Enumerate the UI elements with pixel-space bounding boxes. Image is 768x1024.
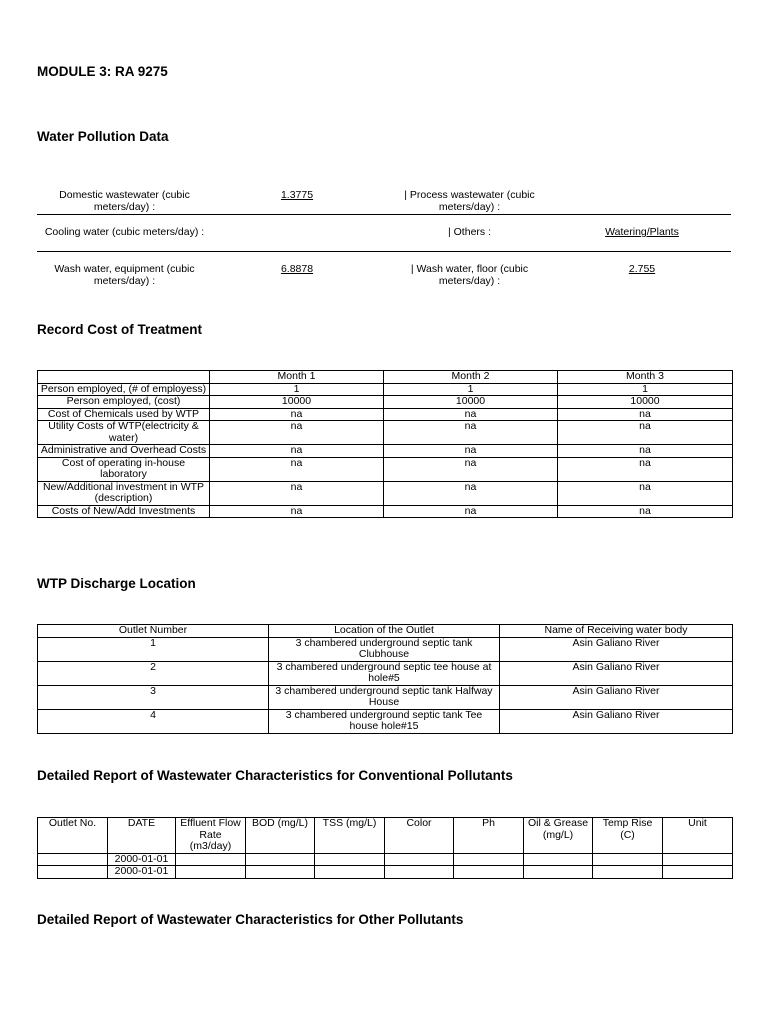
table-row (38, 383, 733, 396)
table-cell (524, 866, 593, 879)
column-header: Month 1 (210, 371, 384, 384)
domestic-wastewater-value: 1.3775 (280, 189, 314, 201)
table-cell: na (558, 481, 733, 505)
column-header: Name of Receiving water body (500, 625, 733, 638)
table-cell: na (210, 445, 384, 458)
column-header: Outlet No. (38, 818, 108, 854)
table-header-row (38, 371, 733, 384)
table-cell: 1 (384, 383, 558, 396)
table-cell: na (558, 505, 733, 518)
table-cell: na (558, 408, 733, 421)
table-row (38, 421, 733, 445)
outlet-location: 3 chambered underground septic tee house at hole#5 (269, 661, 500, 685)
table-cell: 10000 (384, 396, 558, 409)
table-cell (176, 853, 246, 866)
row-label: Cost of operating in-house laboratory (38, 457, 210, 481)
column-header: Month 2 (384, 371, 558, 384)
table-cell: na (384, 421, 558, 445)
receiving-water-body: Asin Galiano River (500, 637, 733, 661)
wash-water-floor-label: | Wash water, floor (cubic meters/day) : (410, 263, 529, 287)
table-cell: na (384, 505, 558, 518)
column-header: DATE (108, 818, 176, 854)
table-row (38, 709, 733, 733)
table-cell (454, 866, 524, 879)
table-row (38, 637, 733, 661)
table-row (38, 661, 733, 685)
other-pollutants-heading: Detailed Report of Wastewater Characteristics for Other Pollutants (37, 912, 464, 927)
column-header: Outlet Number (38, 625, 269, 638)
table-cell (38, 866, 108, 879)
table-cell: 1 (558, 383, 733, 396)
table-cell: na (384, 481, 558, 505)
divider (37, 214, 731, 215)
conventional-pollutants-table (37, 817, 733, 879)
column-header: BOD (mg/L) (246, 818, 315, 854)
table-header-row (38, 818, 733, 854)
table-row (38, 445, 733, 458)
table-cell (246, 866, 315, 879)
discharge-heading: WTP Discharge Location (37, 576, 196, 591)
conventional-pollutants-heading: Detailed Report of Wastewater Characteristics for Conventional Pollutants (37, 768, 513, 783)
table-cell: na (558, 445, 733, 458)
table-cell: na (384, 408, 558, 421)
table-cell (246, 853, 315, 866)
column-header (38, 371, 210, 384)
row-label: Person employed, (cost) (38, 396, 210, 409)
outlet-number: 2 (38, 661, 269, 685)
outlet-number: 4 (38, 709, 269, 733)
table-cell (593, 853, 663, 866)
receiving-water-body: Asin Galiano River (500, 709, 733, 733)
wash-water-equipment-value: 6.8878 (280, 263, 314, 275)
table-cell: na (210, 481, 384, 505)
column-header: Oil & Grease (mg/L) (524, 818, 593, 854)
outlet-location: 3 chambered underground septic tank Halfway House (269, 685, 500, 709)
table-header-row (38, 625, 733, 638)
table-row (38, 853, 733, 866)
outlet-location: 3 chambered underground septic tank Tee house hole#15 (269, 709, 500, 733)
row-label: New/Additional investment in WTP (description) (38, 481, 210, 505)
table-cell (663, 853, 733, 866)
wash-water-equipment-label: Wash water, equipment (cubic meters/day) : (54, 263, 195, 287)
column-header: Effluent Flow Rate (m3/day) (176, 818, 246, 854)
table-cell (315, 853, 385, 866)
table-cell: na (210, 421, 384, 445)
column-header: Ph (454, 818, 524, 854)
receiving-water-body: Asin Galiano River (500, 685, 733, 709)
row-label: Person employed, (# of employess) (38, 383, 210, 396)
outlet-number: 1 (38, 637, 269, 661)
table-row (38, 685, 733, 709)
column-header: Location of the Outlet (269, 625, 500, 638)
column-header: TSS (mg/L) (315, 818, 385, 854)
water-pollution-section (37, 189, 731, 289)
discharge-table (37, 624, 733, 734)
cooling-water-label: Cooling water (cubic meters/day) : (44, 226, 205, 238)
cost-treatment-table (37, 370, 733, 518)
outlet-location: 3 chambered underground septic tank Clubhouse (269, 637, 500, 661)
table-cell: 10000 (210, 396, 384, 409)
row-label: Costs of New/Add Investments (38, 505, 210, 518)
water-pollution-heading: Water Pollution Data (37, 129, 169, 144)
divider (37, 251, 731, 252)
table-cell (315, 866, 385, 879)
outlet-number: 3 (38, 685, 269, 709)
table-cell: na (384, 445, 558, 458)
table-cell (176, 866, 246, 879)
table-cell: na (210, 457, 384, 481)
receiving-water-body: Asin Galiano River (500, 661, 733, 685)
table-cell (663, 866, 733, 879)
table-cell: na (558, 421, 733, 445)
row-label: Utility Costs of WTP(electricity & water) (38, 421, 210, 445)
domestic-wastewater-label: Domestic wastewater (cubic meters/day) : (59, 189, 190, 213)
wash-water-floor-value: 2.755 (628, 263, 656, 275)
date-cell: 2000-01-01 (108, 866, 176, 879)
column-header: Unit (663, 818, 733, 854)
column-header: Temp Rise (C) (593, 818, 663, 854)
table-row (38, 505, 733, 518)
table-row (38, 396, 733, 409)
table-cell (385, 853, 454, 866)
date-cell: 2000-01-01 (108, 853, 176, 866)
table-cell (593, 866, 663, 879)
row-label: Administrative and Overhead Costs (38, 445, 210, 458)
table-cell (38, 853, 108, 866)
table-row (38, 408, 733, 421)
module-title: MODULE 3: RA 9275 (37, 64, 168, 79)
cost-treatment-heading: Record Cost of Treatment (37, 322, 203, 337)
others-value: Watering/Plants (605, 226, 679, 238)
others-label: | Others : (448, 226, 491, 238)
column-header: Month 3 (558, 371, 733, 384)
table-cell: 1 (210, 383, 384, 396)
table-cell: na (558, 457, 733, 481)
column-header: Color (385, 818, 454, 854)
table-cell (524, 853, 593, 866)
table-cell: na (384, 457, 558, 481)
table-cell (385, 866, 454, 879)
table-cell: na (210, 408, 384, 421)
row-label: Cost of Chemicals used by WTP (38, 408, 210, 421)
table-cell: 10000 (558, 396, 733, 409)
table-cell: na (210, 505, 384, 518)
process-wastewater-label: | Process wastewater (cubic meters/day) : (404, 189, 535, 213)
table-row (38, 481, 733, 505)
table-cell (454, 853, 524, 866)
table-row (38, 866, 733, 879)
table-row (38, 457, 733, 481)
